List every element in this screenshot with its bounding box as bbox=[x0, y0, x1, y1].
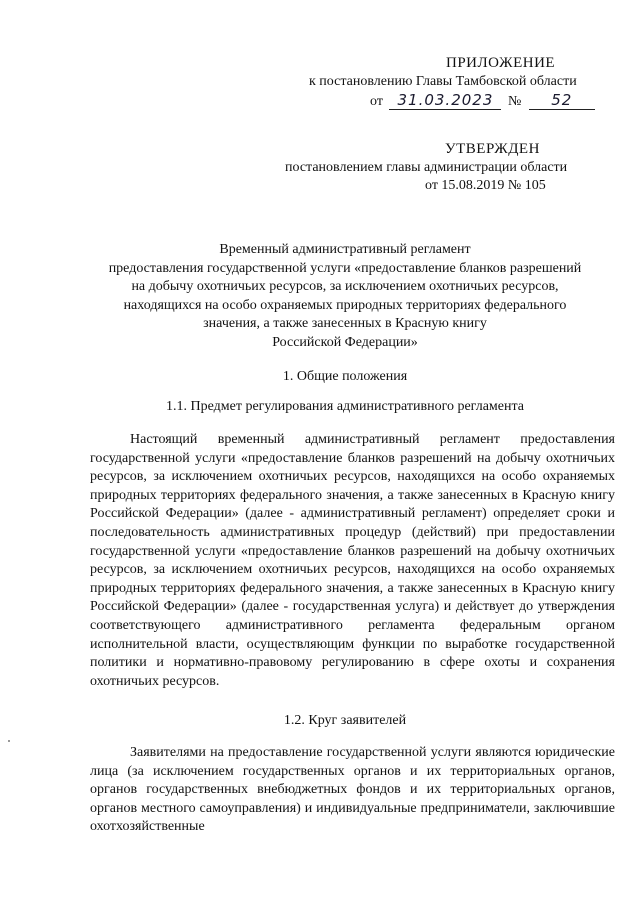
section-heading: 1. Общие положения bbox=[282, 369, 408, 384]
appendix-resolution-line: к постановлению Главы Тамбовской области bbox=[309, 74, 577, 89]
subsection-heading: 1.2. Круг заявителей bbox=[283, 713, 407, 728]
approved-title: УТВЕРЖДЕН bbox=[445, 141, 540, 157]
scan-speck bbox=[8, 740, 10, 742]
title-line: Временный административный регламент bbox=[219, 242, 471, 257]
approved-date-line: от 15.08.2019 № 105 bbox=[425, 178, 546, 193]
title-line: Российской Федерации» bbox=[272, 334, 418, 350]
title-line: находящихся на особо охраняемых природных территориях федерального bbox=[123, 297, 567, 313]
appendix-date-line bbox=[370, 91, 595, 110]
number-sign: № bbox=[507, 94, 522, 109]
appendix-title: ПРИЛОЖЕНИЕ bbox=[446, 55, 556, 71]
paragraph bbox=[90, 744, 615, 837]
paragraph bbox=[90, 431, 615, 691]
title-line: предоставления государственной услуги «предоставление бланков разрешений bbox=[108, 260, 582, 276]
document-title bbox=[60, 241, 630, 353]
paragraph-text: Заявителями на предоставление государственной услуги являются юридические лица (за исключением государственных органов и их территориальных органов, органов государственных внебюджетных фондов и их территориальных органов, органов местного самоуправления) и индивидуальные предприниматели, заключившие охотхозяйственные bbox=[90, 745, 615, 835]
title-line: на добычу охотничьих ресурсов, за исключением охотничьих ресурсов, bbox=[131, 279, 559, 295]
title-line: значения, а также занесенных в Красную книгу bbox=[203, 316, 487, 332]
handwritten-date: 31.03.2023 bbox=[389, 91, 501, 110]
handwritten-number: 52 bbox=[529, 91, 595, 110]
paragraph-text: Настоящий временный административный регламент предоставления государственной услуги «предоставление бланков разрешений на добычу охотничьих ресурсов, за исключением охотничьих ресурсов, находящихся на особо охраняемых природных территориях федерального значения, а также занесенных в Красную книгу Российской Федерации» (далее - административный регламент) определяет сроки и последовательность административных процедур (действий) при предоставлении государственной услуги «предоставление бланков разрешений на добычу охотничьих ресурсов, за исключением охотничьих ресурсов, находящихся на особо охраняемых природных территориях федерального значения, а также занесенных в Красную книгу Российской Федерации» (далее - государственная услуга) и действует до утверждения соответствующего административного регламента федеральным органом исполнительной власти, осуществляющим функции по выработке государственной политики и нормативно-правовому регулированию в сфере охоты и сохранения охотничьих ресурсов. bbox=[90, 432, 615, 689]
approved-resolution-line: постановлением главы администрации области bbox=[285, 160, 568, 175]
subsection-heading: 1.1. Предмет регулирования административного регламента bbox=[166, 399, 524, 414]
date-prefix: от bbox=[370, 94, 383, 109]
